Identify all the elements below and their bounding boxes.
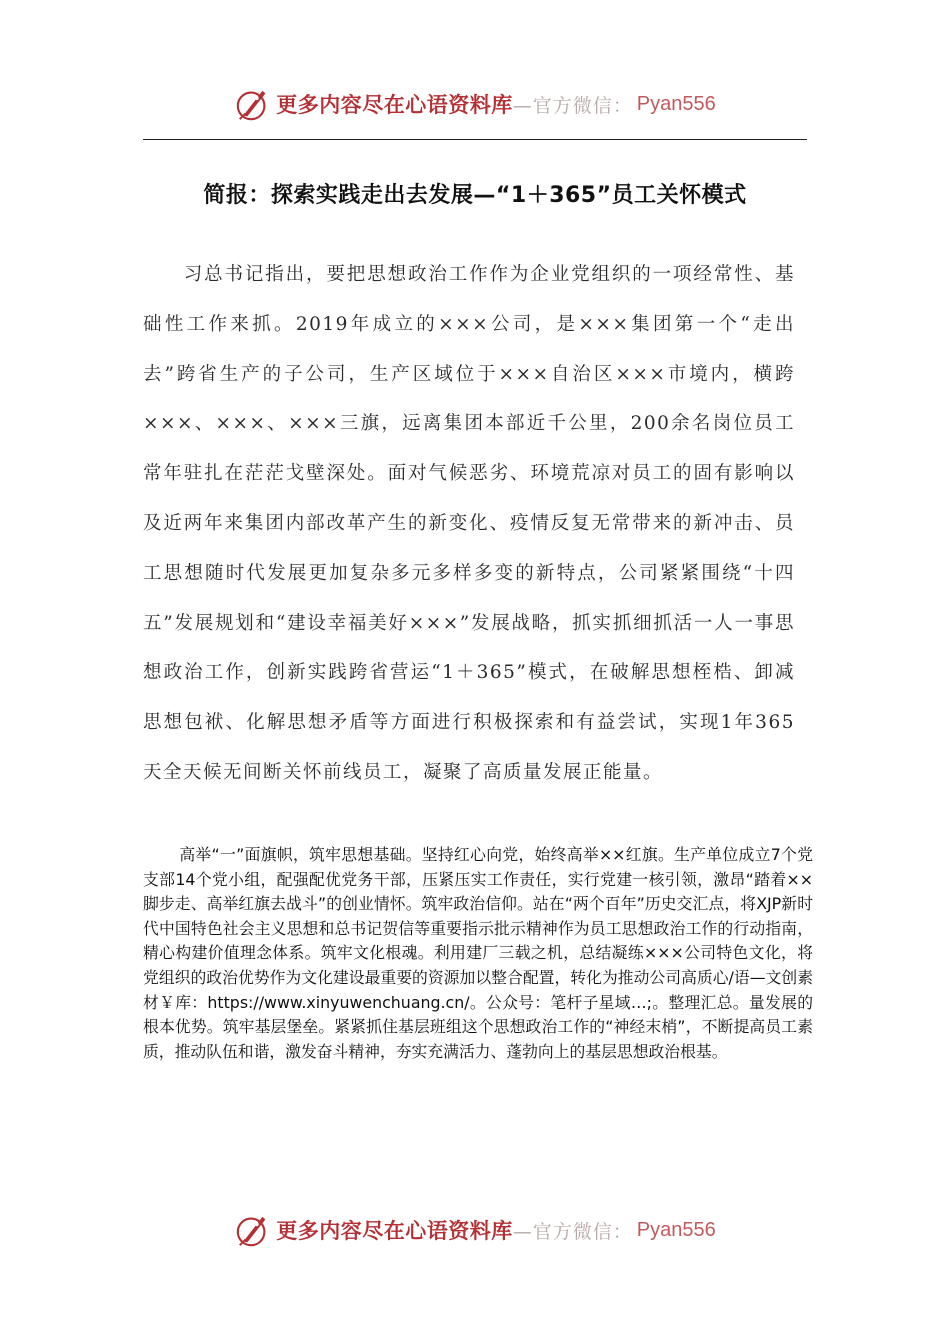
quill-pen-logo-icon (234, 85, 272, 123)
banner-wechat-handle: Pyan556 (636, 92, 716, 115)
quill-pen-logo-icon (234, 1211, 272, 1249)
footer-brand-text: 更多内容尽在心语资料库 (276, 1218, 513, 1243)
footer-official-text: —官方微信： (512, 1220, 633, 1243)
banner-brand-text: 更多内容尽在心语资料库 (276, 92, 513, 117)
footer-wechat-handle: Pyan556 (636, 1218, 716, 1241)
body-paragraph-1: 习总书记指出，要把思想政治工作作为企业党组织的一项经常性、基础性工作来抓。2019年成立的×××公司，是×××集团第一个“走出去”跨省生产的子公司，生产区域位于×××自治区×××市境内，横跨×××、×××、×××三旗，远离集团本部近千公里，200余名岗位员工常年驻扎在茫茫戈壁深处。面对气候恶劣、环境荒凉对员工的固有影响以及近两年来集团内部改革产生的新变化、疫情反复无常带来的新冲击、员工思想随时代发展更加复杂多元多样多变的新特点，公司紧紧围绕“十四五”发展规划和“建设幸福美好×××”发展战略，抓实抓细抓活一人一事思想政治工作，创新实践跨省营运“1＋365”模式，在破解思想桎梏、卸减思想包袱、化解思想矛盾等方面进行积极探索和有益尝试，实现1年365天全天候无间断关怀前线员工，凝聚了高质量发展正能量。 (143, 264, 795, 783)
banner-official-text: —官方微信： (512, 94, 633, 117)
document-title: 简报：探索实践走出去发展—“1＋365”员工关怀模式 (203, 183, 747, 208)
header-banner (0, 84, 950, 124)
body-paragraph-2: 高举“一”面旗帜，筑牢思想基础。坚持红心向党，始终高举××红旗。生产单位成立7个党支部14个党小组，配强配优党务干部，压紧压实工作责任，实行党建一核引领，激昂“踏着××脚步走、高举红旗去战斗”的创业情怀。筑牢政治信仰。站在“两个百年”历史交汇点，将XJP新时代中国特色社会主义思想和总书记贺信等重要指示批示精神作为员工思想政治工作的行动指南，精心构建价值理念体系。筑牢文化根魂。利用建厂三载之机，总结凝练×××公司特色文化，将党组织的政治优势作为文化建设最重要的资源加以整合配置，转化为推动公司高质心/语—文创素材￥库：https://www.xinyuwenchuang.cn/。公众号：笔杆子星域…;。整理汇总。量发展的根本优势。筑牢基层堡垒。紧紧抓住基层班组这个思想政治工作的“神经末梢”，不断提高员工素质，推动队伍和谐，激发奋斗精神，夯实充满活力、蓬勃向上的基层思想政治根基。 (143, 845, 813, 1061)
footer-banner (0, 1210, 950, 1250)
header-divider (143, 139, 807, 140)
